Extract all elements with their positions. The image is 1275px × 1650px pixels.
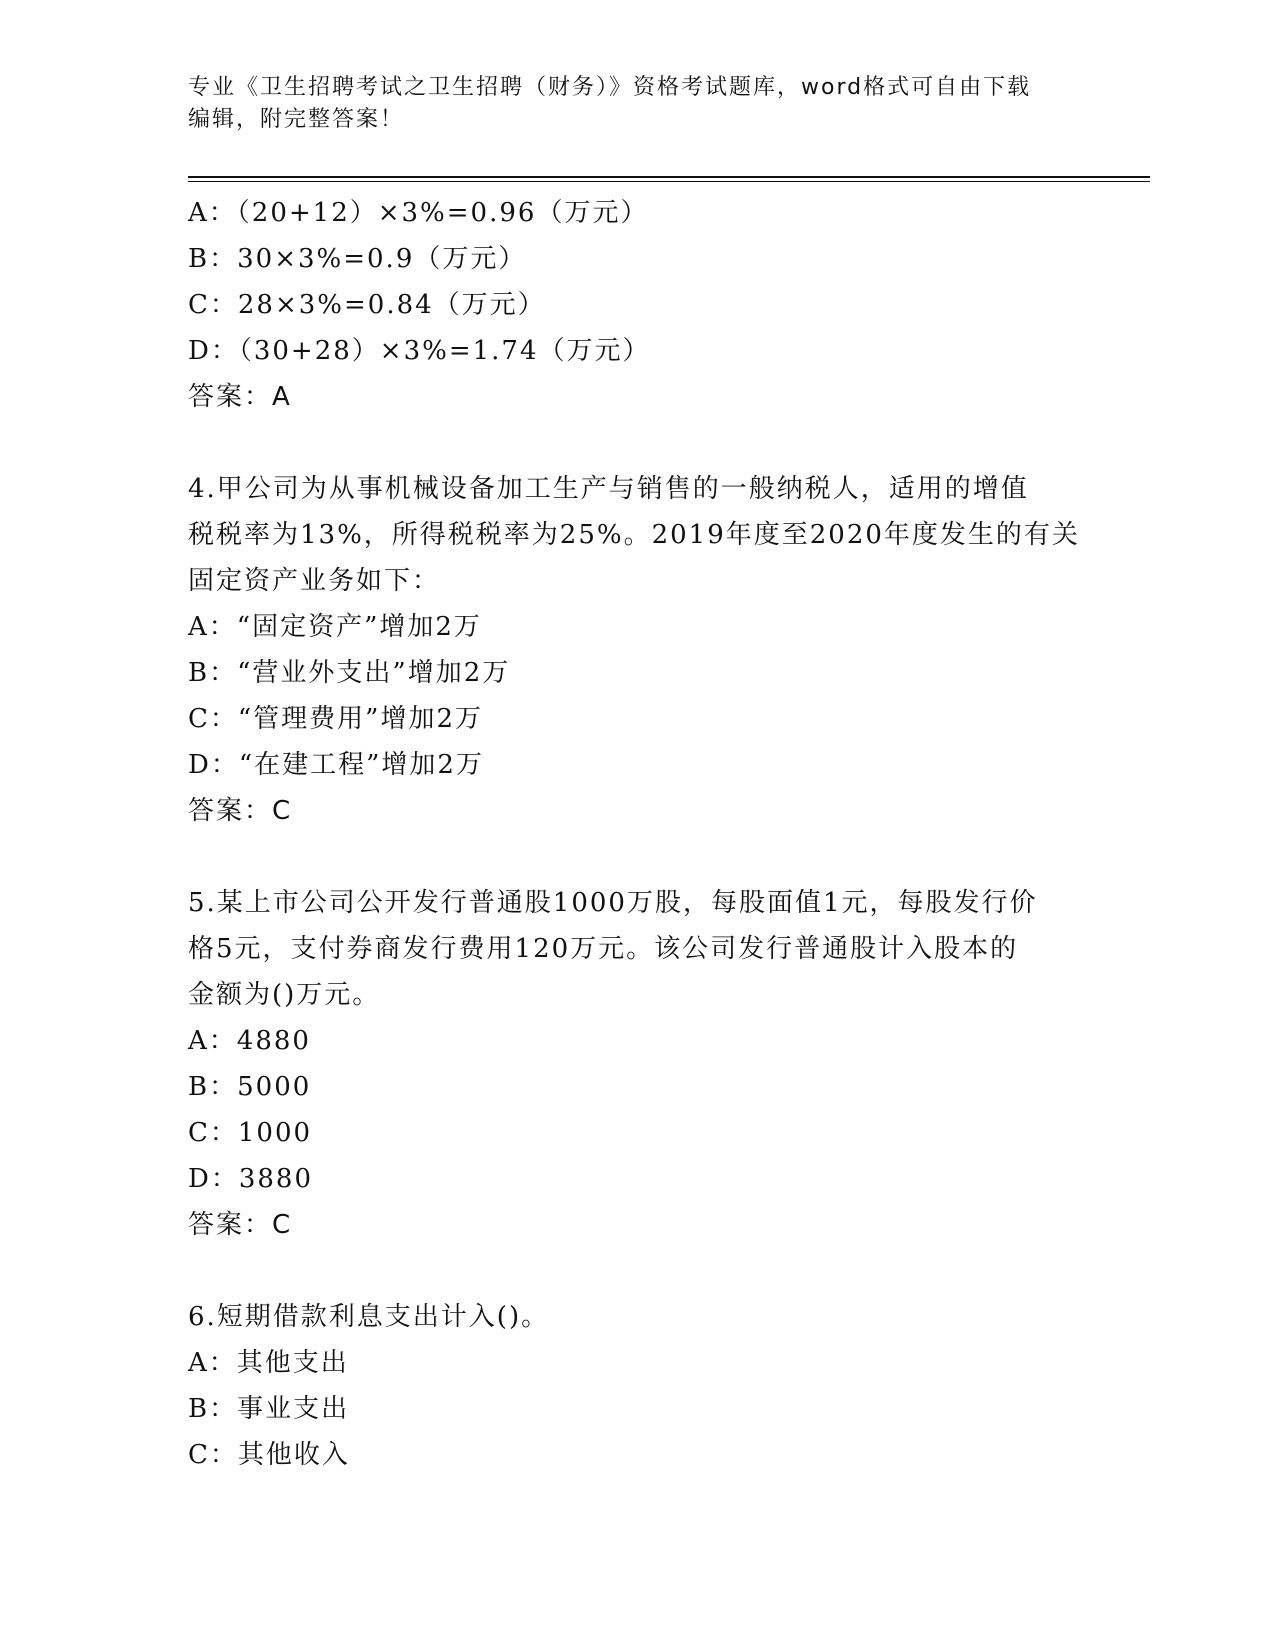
question-list [188, 190, 1080, 1478]
header-rule-thick [188, 176, 1150, 178]
option-a: A：“固定资产”增加2万 [188, 612, 482, 642]
option-b: B：30×3%=0.9（万元） [188, 244, 527, 274]
option-d: D：（30+28）×3%=1.74（万元） [188, 336, 651, 366]
option-b: B：事业支出 [188, 1394, 350, 1424]
header-rule-thin [188, 181, 1150, 182]
question-4 [188, 466, 1080, 834]
question-text-line: 固定资产业务如下： [188, 566, 441, 596]
option-c: C：“管理费用”增加2万 [188, 704, 484, 734]
option-a: A：4880 [188, 1026, 311, 1056]
question-text-line: 4.甲公司为从事机械设备加工生产与销售的一般纳税人，适用的增值 [188, 474, 1029, 504]
answer: 答案：C [188, 796, 293, 826]
answer: 答案：A [188, 382, 292, 412]
question-text-line: 6.短期借款利息支出计入()。 [188, 1302, 550, 1332]
option-b: B：“营业外支出”增加2万 [188, 658, 511, 688]
option-a: A：其他支出 [188, 1348, 349, 1378]
question-5 [188, 880, 1068, 1248]
option-c: C：1000 [188, 1118, 313, 1148]
option-a: A：（20+12）×3%=0.96（万元） [188, 198, 649, 228]
document-header [188, 72, 1068, 136]
question-text-line: 税税率为13%，所得税税率为25%。2019年度至2020年度发生的有关 [188, 520, 1080, 550]
header-line-1: 专业《卫生招聘考试之卫生招聘（财务）》资格考试题库，word格式可自由下载 [188, 75, 1032, 100]
question-text-line: 格5元，支付券商发行费用120万元。该公司发行普通股计入股本的 [188, 934, 1019, 964]
question-3 [188, 190, 1068, 420]
answer: 答案：C [188, 1210, 293, 1240]
option-b: B：5000 [188, 1072, 312, 1102]
option-c: C：其他收入 [188, 1440, 350, 1470]
option-d: D：“在建工程”增加2万 [188, 750, 484, 780]
option-c: C：28×3%=0.84（万元） [188, 290, 546, 320]
header-line-2: 编辑，附完整答案！ [188, 107, 405, 132]
question-text-line: 5.某上市公司公开发行普通股1000万股，每股面值1元，每股发行价 [188, 888, 1038, 918]
option-d: D：3880 [188, 1164, 314, 1194]
question-6 [188, 1294, 1068, 1478]
question-text-line: 金额为()万元。 [188, 980, 381, 1010]
